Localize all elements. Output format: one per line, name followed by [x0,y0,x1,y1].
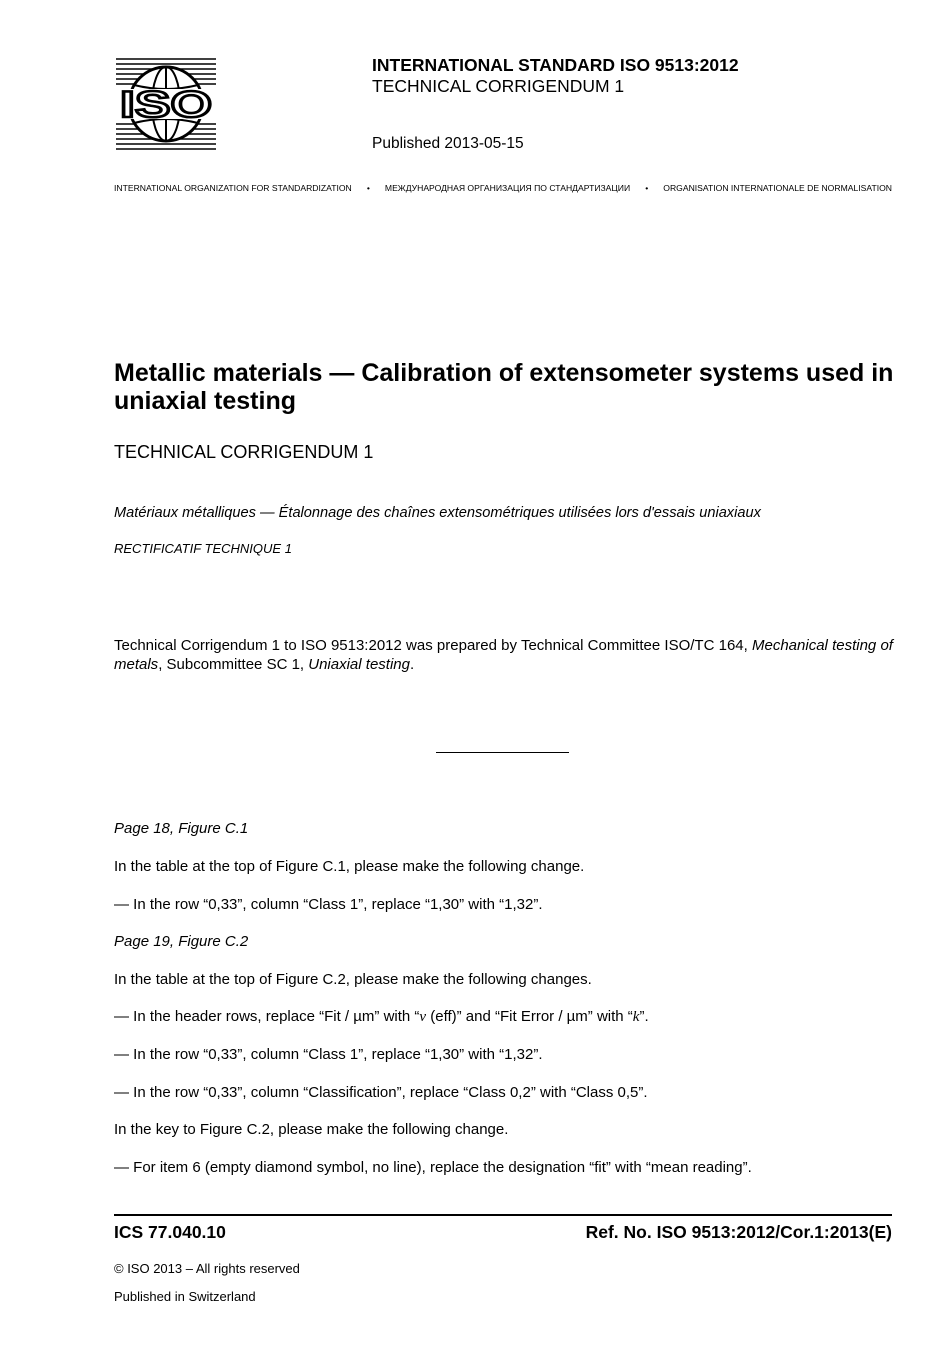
committee-name: Mechanical testing of metals [114,637,893,673]
correction-text: ”. [639,1008,649,1025]
document-title: Metallic materials — Calibration of extensometer systems used in uniaxial testing [114,359,894,415]
french-title: Matériaux métalliques — Étalonnage des chaînes extensométriques utilisées lors d'essais uniaxiaux [114,505,761,521]
document-subtitle: TECHNICAL CORRIGENDUM 1 [114,442,374,462]
iso-logo [116,57,216,152]
copyright: © ISO 2013 – All rights reserved [114,1261,300,1276]
bullet-separator: • [645,183,649,193]
key-item: — For item 6 (empty diamond symbol, no line), replace the designation “fit” with “mean reading”. [114,1159,752,1176]
corrigendum-label: TECHNICAL CORRIGENDUM 1 [372,76,625,96]
key-intro: In the key to Figure C.2, please make the following change. [114,1121,509,1138]
logo-text: ISO [120,84,212,125]
correction-intro-c1: In the table at the top of Figure C.1, please make the following change. [114,858,585,875]
foreword-text: . [409,655,415,673]
standard-title: INTERNATIONAL STANDARD ISO 9513:2012 [372,55,739,75]
correction-item [114,1008,649,1026]
published-date: Published 2013-05-15 [372,135,524,152]
correction-intro-c2: In the table at the top of Figure C.2, please make the following changes. [114,971,592,988]
org-name-english: INTERNATIONAL ORGANIZATION FOR STANDARDIZATION [114,183,352,193]
org-name-russian: МЕЖДУНАРОДНАЯ ОРГАНИЗАЦИЯ ПО СТАНДАРТИЗАЦИИ [384,183,631,193]
correction-item: — In the row “0,33”, column “Class 1”, replace “1,30” with “1,32”. [114,1046,543,1063]
bullet-separator: • [366,183,370,193]
divider [436,752,569,753]
correction-reference-c1: Page 18, Figure C.1 [114,820,249,837]
correction-reference-c2: Page 19, Figure C.2 [114,933,249,950]
correction-item: — In the row “0,33”, column “Classification”, replace “Class 0,2” with “Class 0,5”. [114,1084,648,1101]
k-symbol: k [632,1009,640,1025]
ics-code: ICS 77.040.10 [114,1222,226,1242]
correction-item: — In the row “0,33”, column “Class 1”, replace “1,30” with “1,32”. [114,896,543,913]
reference-number: Ref. No. ISO 9513:2012/Cor.1:2013(E) [585,1222,892,1242]
nu-symbol: ν [419,1009,427,1025]
org-name-french: ORGANISATION INTERNATIONALE DE NORMALISATION [663,183,892,193]
subcommittee-name: Uniaxial testing [308,655,410,673]
foreword-paragraph [114,637,893,674]
published-in: Published in Switzerland [114,1289,256,1304]
foreword-text: , Subcommittee SC 1, [158,655,309,673]
french-subtitle: RECTIFICATIF TECHNIQUE 1 [114,541,292,556]
footer-rule [114,1214,892,1216]
correction-text: — In the header rows, replace “Fit / µm” with “ [114,1008,420,1025]
foreword-text: Technical Corrigendum 1 to ISO 9513:2012 was prepared by Technical Committee ISO/TC 164, [114,637,752,654]
correction-text: (eff)” and “Fit Error / µm” with “ [426,1008,633,1025]
organization-line [114,183,892,193]
